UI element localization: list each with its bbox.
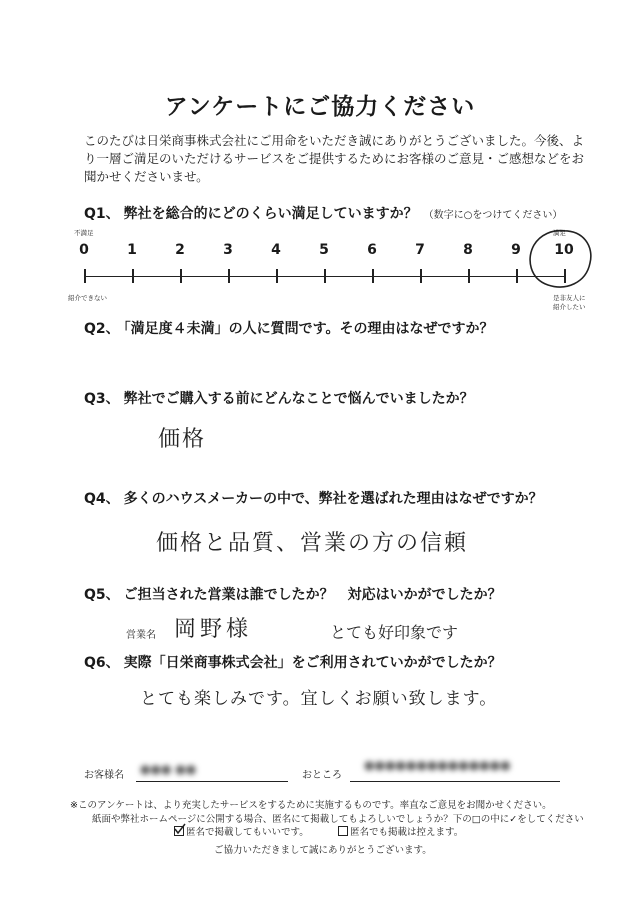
scale-tick-3 bbox=[228, 269, 230, 283]
anonymous-ok-checkbox[interactable] bbox=[174, 826, 184, 836]
sales-name-value: 岡野様 bbox=[174, 617, 253, 642]
anonymous-ok-option[interactable] bbox=[174, 824, 309, 838]
q4-answer: 価格と品質、営業の方の信頼 bbox=[156, 531, 469, 556]
scale-right-bottom-label-2: 紹介したい bbox=[553, 303, 586, 311]
scale-number-9[interactable]: 9 bbox=[511, 242, 521, 258]
anonymous-decline-checkbox[interactable] bbox=[338, 826, 348, 836]
footer-note-1: ※このアンケートは、より充実したサービスをするために実施するものです。率直なご意見をお聞かせください。 bbox=[70, 800, 552, 811]
sales-name-label: 営業名 bbox=[126, 630, 156, 641]
q4-text: 多くのハウスメーカーの中で、弊社を選ばれた理由はなぜですか？ bbox=[123, 491, 543, 507]
q5-text: ご担当された営業は誰でしたか？ 対応はいかがでしたか？ bbox=[123, 587, 502, 603]
survey-title: アンケートにご協力ください bbox=[164, 94, 476, 120]
scale-number-8[interactable]: 8 bbox=[463, 242, 473, 258]
scale-number-4[interactable]: 4 bbox=[271, 242, 281, 258]
scale-tick-8 bbox=[468, 269, 470, 283]
scale-tick-4 bbox=[276, 269, 278, 283]
scale-number-0[interactable]: 0 bbox=[79, 242, 89, 258]
scale-number-10[interactable]: 10 bbox=[554, 242, 574, 258]
checkmark-icon bbox=[174, 823, 186, 835]
q2-question bbox=[84, 318, 494, 338]
q1-question bbox=[84, 203, 562, 223]
q1-note: （数字に○をつけてください） bbox=[423, 210, 563, 221]
scale-tick-9 bbox=[516, 269, 518, 283]
q6-question bbox=[84, 652, 502, 672]
anonymous-decline-label: 匿名でも掲載は控えます。 bbox=[350, 827, 464, 838]
scale-tick-2 bbox=[180, 269, 182, 283]
intro-text: このたびは日栄商事株式会社にご用命をいただき誠にありがとうございました。今後、より一層ご満足のいただけるサービスをご提供するためにお客様のご意見・ご感想などをお聞かせくださいませ。 bbox=[84, 133, 585, 184]
address-underline bbox=[350, 781, 560, 782]
scale-number-3[interactable]: 3 bbox=[223, 242, 233, 258]
scale-tick-6 bbox=[372, 269, 374, 283]
q5-question bbox=[84, 584, 502, 604]
q4-label: Q4、 bbox=[84, 491, 120, 507]
scale-number-7[interactable]: 7 bbox=[415, 242, 425, 258]
q3-label: Q3、 bbox=[84, 391, 120, 407]
scale-left-top-label: 不満足 bbox=[74, 229, 94, 237]
anonymous-ok-label: 匿名で掲載してもいいです。 bbox=[186, 827, 309, 838]
scale-left-bottom-label: 紹介できない bbox=[68, 294, 107, 302]
scale-tick-0 bbox=[84, 269, 86, 283]
scale-number-2[interactable]: 2 bbox=[175, 242, 185, 258]
q1-text: 弊社を総合的にどのくらい満足していますか？ bbox=[123, 206, 418, 222]
scale-number-1[interactable]: 1 bbox=[127, 242, 137, 258]
customer-name-label: お客様名 bbox=[84, 770, 124, 781]
customer-name-value: ●●● ●● bbox=[140, 762, 197, 776]
q6-answer: とても楽しみです。宜しくお願い致します。 bbox=[140, 689, 498, 709]
scale-number-6[interactable]: 6 bbox=[367, 242, 377, 258]
scale-number-5[interactable]: 5 bbox=[319, 242, 329, 258]
scale-right-bottom-label-1: 是非友人に bbox=[553, 294, 586, 302]
q3-question bbox=[84, 388, 474, 408]
scale-tick-1 bbox=[132, 269, 134, 283]
thanks-text: ご協力いただきまして誠にありがとうございます。 bbox=[214, 845, 432, 856]
q6-label: Q6、 bbox=[84, 655, 120, 671]
q5-label: Q5、 bbox=[84, 587, 120, 603]
address-label: おところ bbox=[302, 770, 342, 781]
selected-circle-mark bbox=[520, 225, 600, 295]
q4-question bbox=[84, 488, 543, 508]
q6-text: 実際「日栄商事株式会社」をご利用されていかがでしたか？ bbox=[123, 655, 502, 671]
q2-text: 「満足度４未満」の人に質問です。その理由はなぜですか？ bbox=[123, 321, 494, 337]
q3-answer: 価格 bbox=[158, 427, 207, 452]
q5-answer: とても好印象です bbox=[330, 623, 459, 642]
address-value: ●●●●●●●●●●●●●● bbox=[364, 758, 511, 772]
footer-note-2: 紙面や弊社ホームページに公開する場合、匿名にて掲載してもよろしいでしょうか？下の□の中に✓をしてください bbox=[92, 814, 584, 825]
anonymous-decline-option[interactable] bbox=[338, 824, 463, 838]
q1-label: Q1、 bbox=[84, 206, 120, 222]
scale-right-top-label: 満足 bbox=[553, 229, 566, 237]
customer-name-underline bbox=[136, 781, 288, 782]
q2-label: Q2、 bbox=[84, 321, 120, 337]
scale-tick-7 bbox=[420, 269, 422, 283]
q3-text: 弊社でご購入する前にどんなことで悩んでいましたか？ bbox=[123, 391, 474, 407]
scale-tick-5 bbox=[324, 269, 326, 283]
